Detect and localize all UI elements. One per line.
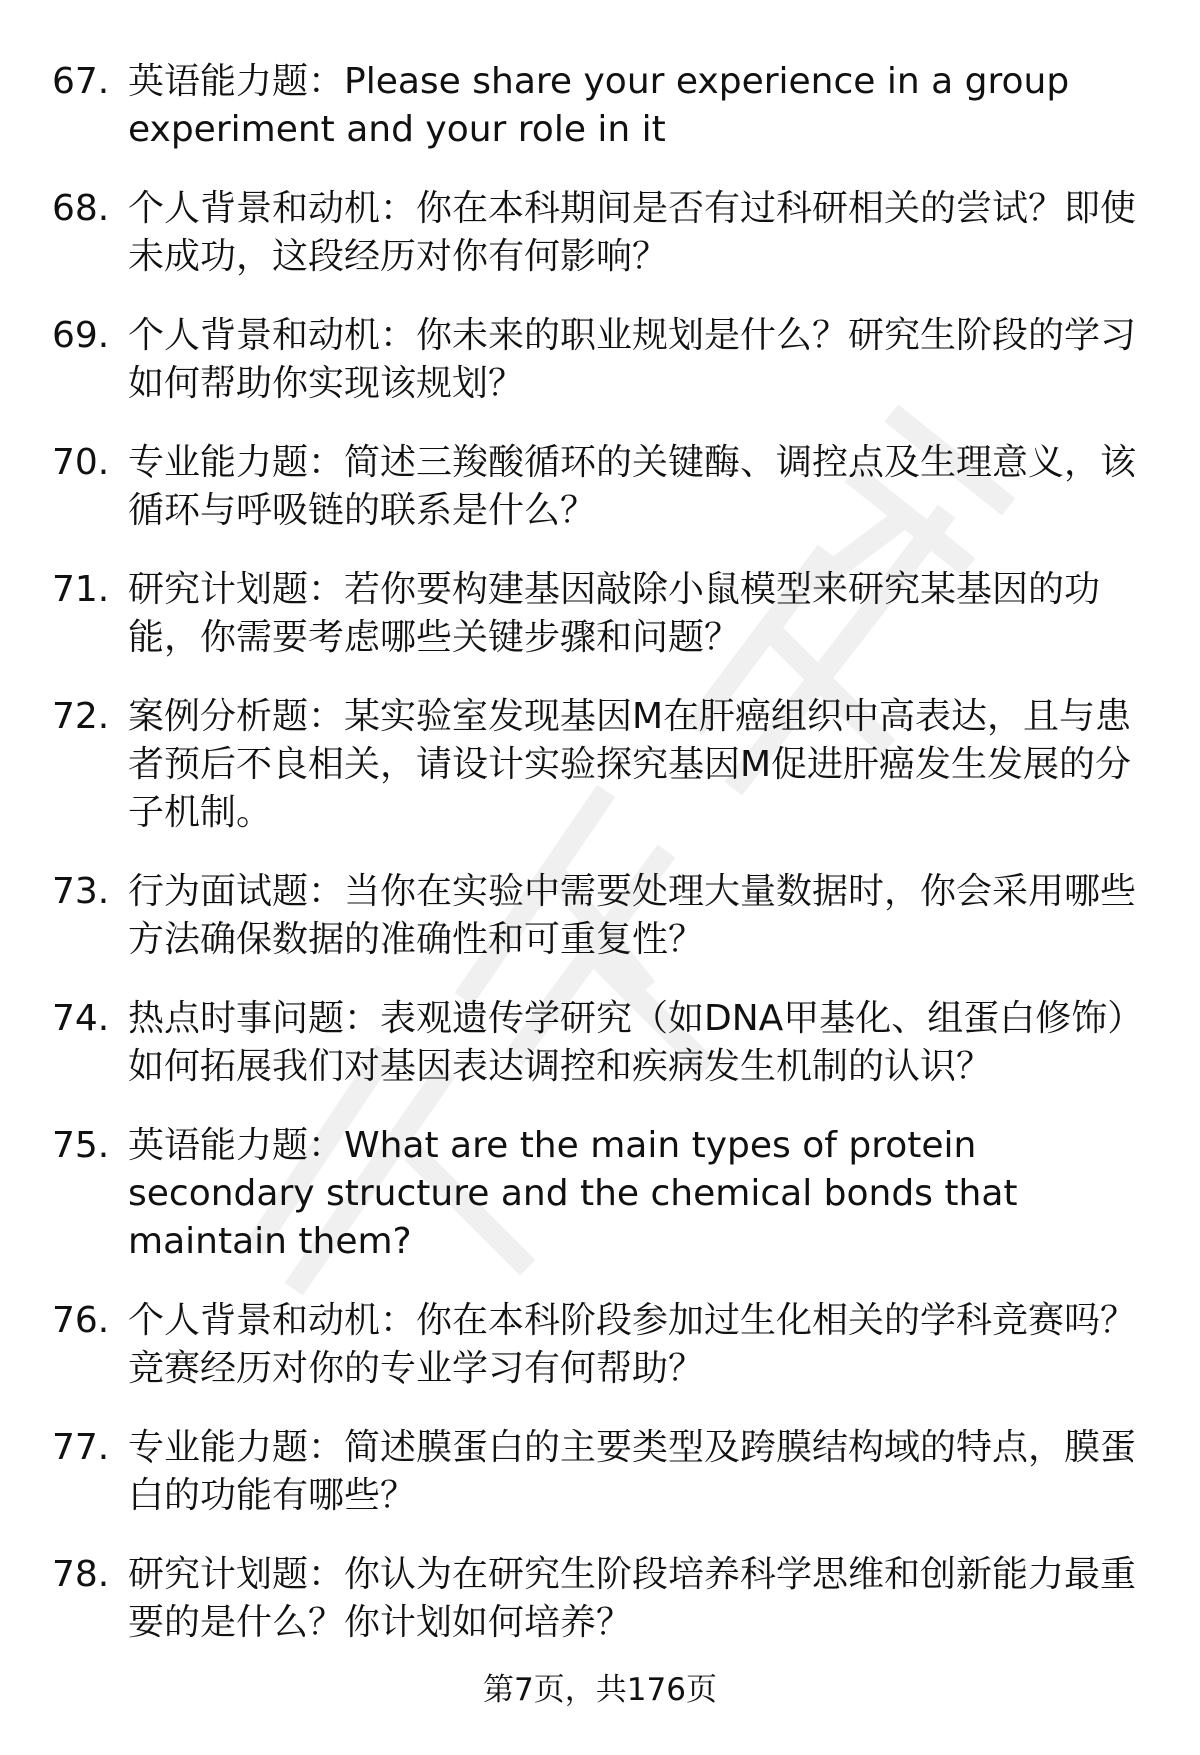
question-text: 专业能力题：简述膜蛋白的主要类型及跨膜结构域的特点，膜蛋白的功能有哪些？ — [128, 1427, 1137, 1516]
question-number: 70. — [52, 442, 110, 483]
question-text: 个人背景和动机：你未来的职业规划是什么？研究生阶段的学习如何帮助你实现该规划？ — [128, 315, 1137, 404]
question-number: 73. — [52, 871, 110, 912]
question-text: 行为面试题：当你在实验中需要处理大量数据时，你会采用哪些方法确保数据的准确性和可重复性？ — [128, 871, 1137, 960]
question-number: 72. — [52, 696, 110, 737]
question-text: 研究计划题：你认为在研究生阶段培养科学思维和创新能力最重要的是什么？你计划如何培养？ — [128, 1554, 1137, 1643]
question-text: 个人背景和动机：你在本科阶段参加过生化相关的学科竞赛吗？竞赛经历对你的专业学习有何帮助？ — [128, 1300, 1137, 1389]
question-text: 热点时事问题：表观遗传学研究（如DNA甲基化、组蛋白修饰）如何拓展我们对基因表达调控和疾病发生机制的认识？ — [128, 998, 1126, 1087]
question-text: 英语能力题：What are the main types of protein secondary structure and the chemical bonds that maintain them? — [128, 1125, 1018, 1262]
question-item — [52, 1551, 1142, 1647]
question-number: 71. — [52, 569, 110, 610]
question-text: 英语能力题：Please share your experience in a group experiment and your role in it — [128, 61, 1070, 150]
question-number: 75. — [52, 1125, 110, 1166]
question-item — [52, 439, 1142, 535]
question-item — [52, 1424, 1142, 1520]
question-number: 74. — [52, 998, 110, 1039]
question-item — [52, 58, 1142, 154]
question-number: 69. — [52, 315, 110, 356]
question-item — [52, 868, 1142, 964]
question-number: 77. — [52, 1427, 110, 1468]
question-item — [52, 312, 1142, 408]
question-item — [52, 566, 1142, 662]
question-number: 76. — [52, 1300, 110, 1341]
question-item — [52, 1122, 1142, 1266]
question-text: 研究计划题：若你要构建基因敲除小鼠模型来研究某基因的功能，你需要考虑哪些关键步骤和问题？ — [128, 569, 1101, 658]
question-text: 专业能力题：简述三羧酸循环的关键酶、调控点及生理意义，该循环与呼吸链的联系是什么？ — [128, 442, 1137, 531]
question-number: 68. — [52, 188, 110, 229]
question-item — [52, 1297, 1142, 1393]
question-text: 个人背景和动机：你在本科期间是否有过科研相关的尝试？即使未成功，这段经历对你有何影响？ — [128, 188, 1137, 277]
question-number: 78. — [52, 1554, 110, 1595]
page-footer: 第7页，共176页 — [483, 1672, 717, 1708]
question-text: 案例分析题：某实验室发现基因M在肝癌组织中高表达，且与患者预后不良相关，请设计实验探究基因M促进肝癌发生发展的分子机制。 — [128, 696, 1132, 833]
question-item — [52, 693, 1142, 837]
question-item — [52, 995, 1142, 1091]
question-item — [52, 185, 1142, 281]
question-number: 67. — [52, 61, 110, 102]
question-list — [52, 58, 1142, 1678]
